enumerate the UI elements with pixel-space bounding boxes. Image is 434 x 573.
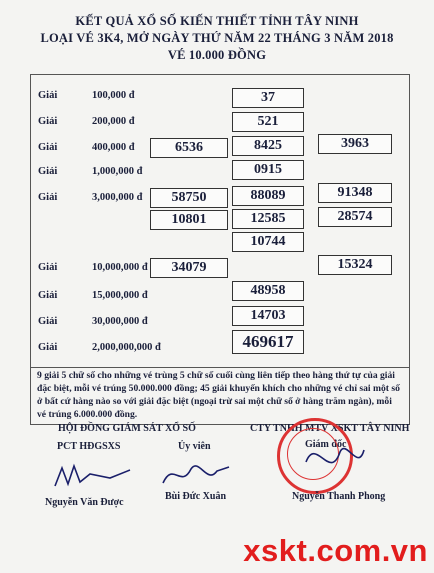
winning-number-box: 14703 bbox=[232, 306, 304, 326]
prize-label: Giải bbox=[38, 342, 58, 353]
prize-row bbox=[30, 90, 408, 110]
winning-number-box: 521 bbox=[232, 112, 304, 132]
vice-chair-title: PCT HĐGSXS bbox=[57, 441, 121, 452]
site-watermark: xskt.com.vn bbox=[243, 533, 428, 568]
winning-number-box: 15324 bbox=[318, 255, 392, 275]
header-line-1: KẾT QUẢ XỔ SỐ KIẾN THIẾT TỈNH TÂY NINH bbox=[75, 14, 359, 28]
winning-number-box: 28574 bbox=[318, 207, 392, 227]
signature-scribble-3 bbox=[300, 432, 370, 487]
header-line-3: VÉ 10.000 ĐỒNG bbox=[167, 48, 267, 62]
winning-number-box: 37 bbox=[232, 88, 304, 108]
prize-amount: 100,000 đ bbox=[92, 90, 135, 101]
prize-label: Giải bbox=[38, 316, 58, 327]
prize-label: Giải bbox=[38, 116, 58, 127]
winning-number-box: 10744 bbox=[232, 232, 304, 252]
signer-name-3: Nguyễn Thanh Phong bbox=[292, 491, 386, 502]
prize-amount: 2,000,000,000 đ bbox=[92, 342, 161, 353]
winning-number-box: 0915 bbox=[232, 160, 304, 180]
signature-scribble-1 bbox=[50, 456, 140, 496]
signer-name-1: Nguyễn Văn Được bbox=[45, 497, 124, 508]
prize-amount: 1,000,000 đ bbox=[92, 166, 143, 177]
prize-label: Giải bbox=[38, 192, 58, 203]
prize-label: Giải bbox=[38, 142, 58, 153]
prize-row bbox=[30, 116, 408, 136]
winning-number-box: 12585 bbox=[232, 209, 304, 229]
winning-number-box: 3963 bbox=[318, 134, 392, 154]
director-title: Giám đốc bbox=[305, 439, 347, 450]
prize-label: Giải bbox=[38, 166, 58, 177]
signer-name-2: Bùi Đức Xuân bbox=[165, 491, 227, 502]
prize-amount: 3,000,000 đ bbox=[92, 192, 143, 203]
prize-amount: 10,000,000 đ bbox=[92, 262, 148, 273]
prize-amount: 200,000 đ bbox=[92, 116, 135, 127]
council-title: HỘI ĐỒNG GIÁM SÁT XỔ SỐ bbox=[58, 423, 196, 434]
prize-amount: 400,000 đ bbox=[92, 142, 135, 153]
winning-number-box: 48958 bbox=[232, 281, 304, 301]
winning-number-box: 58750 bbox=[150, 188, 228, 208]
winning-number-box: 6536 bbox=[150, 138, 228, 158]
prize-label: Giải bbox=[38, 290, 58, 301]
prize-label: Giải bbox=[38, 262, 58, 273]
winning-number-box: 8425 bbox=[232, 136, 304, 156]
special-prize-number-box: 469617 bbox=[232, 330, 304, 354]
prize-row bbox=[30, 342, 408, 362]
prize-label: Giải bbox=[38, 90, 58, 101]
winning-number-box: 91348 bbox=[318, 183, 392, 203]
winning-number-box: 34079 bbox=[150, 258, 228, 278]
winning-number-box: 10801 bbox=[150, 210, 228, 230]
prize-amount: 15,000,000 đ bbox=[92, 290, 148, 301]
member-title: Ủy viên bbox=[178, 441, 211, 452]
prize-row bbox=[30, 316, 408, 336]
prize-row bbox=[30, 290, 408, 310]
consolation-note: 9 giải 5 chữ số cho những vé trùng 5 chữ số cuối cùng liên tiếp theo hàng thứ tự của giải đặc biệt, mỗi vé trúng 50.000.000 đồng; 45 giải khuyến khích cho những vé chỉ sai một số ở bất cứ hàng nào so với giải đặc biệt (ngoại trừ sai một chữ số ở hàng trăm ngàn), mỗi vé trúng 6.000.000 đồng. bbox=[30, 366, 410, 425]
signature-scribble-2 bbox=[155, 455, 235, 495]
company-title: CTY TNHH MTV XSKT TÂY NINH bbox=[250, 423, 410, 434]
winning-number-box: 88089 bbox=[232, 186, 304, 206]
prize-amount: 30,000,000 đ bbox=[92, 316, 148, 327]
header-line-2: LOẠI VÉ 3K4, MỞ NGÀY THỨ NĂM 22 THÁNG 3 NĂM 2018 bbox=[40, 31, 394, 45]
